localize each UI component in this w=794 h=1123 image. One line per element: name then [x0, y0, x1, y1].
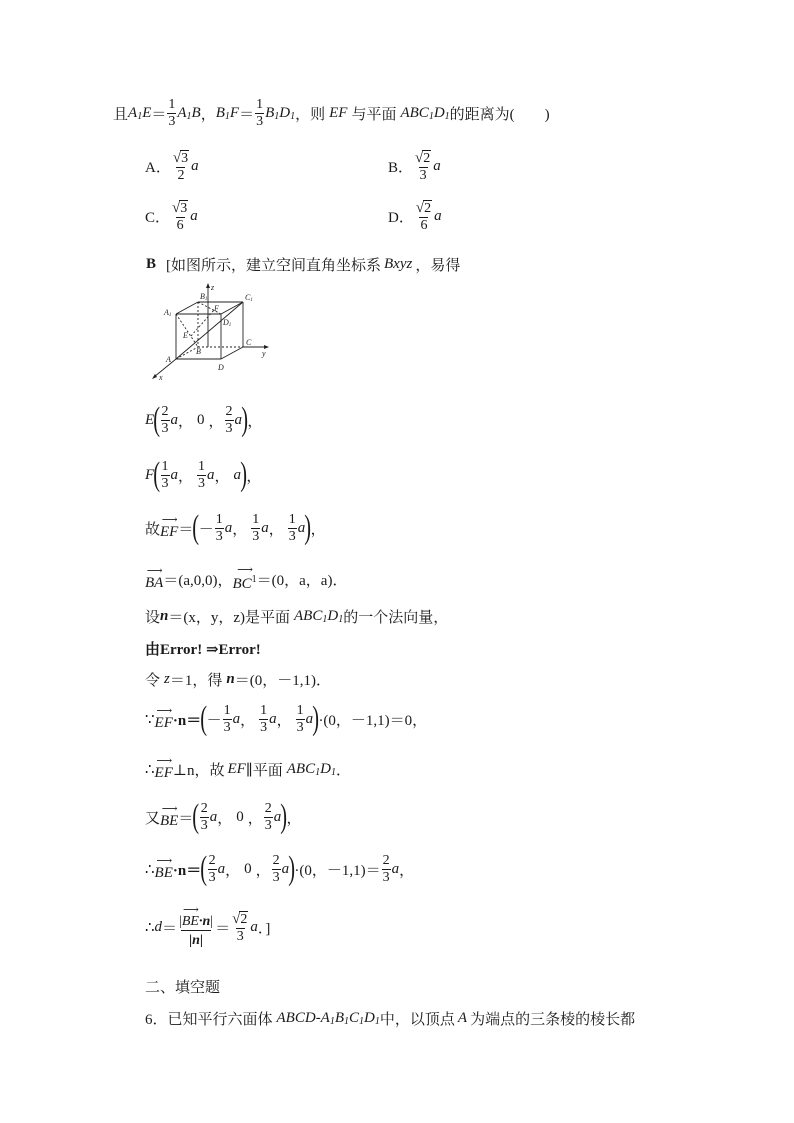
dot-product-be-n: ∴ ⟶ BE ·n＝ ( $\frac{2}{3}$ a ， 0 ， $\frac{2}{3}$ a ) ·(0，－1,1)＝ $\frac{2}{3}$ a ， — [145, 850, 415, 887]
cube-figure — [148, 282, 278, 382]
label-e: E — [183, 331, 188, 340]
distance-fraction: | ⟶ BE ·n | |n| — [179, 904, 214, 948]
option-d[interactable]: D． √ 2 6 a — [388, 200, 442, 233]
distance-line: ∴ d ＝ | ⟶ BE ·n | |n| ＝ √ 2 3 a ．] — [145, 904, 271, 948]
let-z-line: 令 z ＝1，得 n ＝(0，－1,1)． — [145, 671, 331, 689]
fraction-one-third-2: $\frac{1}{3}$ — [256, 97, 264, 129]
section-title: 二、填空题 — [145, 980, 221, 996]
problem-stem: 且 $A_1E$ ＝ $\frac{1}{3}$ $A_1B$ ， $B_1F$ ＝ $\frac{1}{3}$ $B_1D_1$ ，则 EF 与平面 $ABC_1D_1$ 的距离为( ) — [113, 97, 550, 129]
seg-b1d1: $B_1D_1$ — [265, 105, 296, 122]
plane-abc1d1: $ABC_1D_1$ — [400, 105, 450, 122]
label-y: y — [262, 349, 266, 358]
coord-e: E ( $\frac{2}{3}$ a ， 0 ， $\frac{2}{3}$ a ) ， — [145, 401, 263, 438]
plane-abc1d1-3: $ABC_1D_1$ — [286, 760, 336, 778]
label-c1: C1 — [245, 293, 253, 303]
coord-f: F ( $\frac{1}{3}$ a ， $\frac{1}{3}$ a ， a ) ， — [145, 456, 262, 493]
seg-a1b: $A_1B$ — [177, 105, 201, 122]
option-a[interactable]: A． √ 3 2 a — [145, 150, 199, 183]
label-b: B — [196, 347, 201, 356]
normal-vector-line: 设 n ＝(x，y，z)是平面 $ABC_1D_1$ 的一个法向量， — [145, 608, 449, 626]
label-z: z — [211, 283, 215, 292]
answer-line: B [如图所示，建立空间直角坐标系 Bxyz ，易得 — [146, 256, 461, 274]
x-axis — [154, 359, 176, 377]
error-line: 由Error! ⇒Error! — [145, 642, 261, 658]
label-x: x — [159, 373, 163, 382]
label-c: C — [246, 338, 252, 347]
option-c[interactable]: C． √ 3 6 a — [145, 200, 198, 233]
label-b1: B1 — [200, 292, 208, 302]
dot-product-ef-n: ∵ ⟶ EF ·n＝ ( － $\frac{1}{3}$ a ， $\frac{1}{3}$ a ， $\frac{1}{3}$ a ) ·(0，－1,1)＝0， — [145, 700, 428, 737]
vector-ef: 故 ⟶ EF ＝ ( － $\frac{1}{3}$ a ， $\frac{1}{3}$ a ， $\frac{1}{3}$ a ) ， — [145, 509, 326, 546]
label-f: F — [214, 304, 219, 313]
label-a: A — [166, 355, 171, 364]
perpendicular-line: ∴ ⟶ EF ⊥n，故 EF ∥平面 $ABC_1D_1$ ． — [145, 755, 351, 781]
answer-letter: B — [146, 256, 157, 272]
option-b[interactable]: B． √ 2 3 a — [388, 150, 441, 183]
vectors-ba-bc1: ⟶ BA ＝(a,0,0)， ⟶ $BC^1$ ＝(0，a，a)． — [145, 564, 348, 592]
label-d: D — [218, 363, 224, 372]
seg-a1e: $A_1E$ — [128, 105, 152, 122]
label-a1: A1 — [164, 308, 172, 318]
plane-abc1d1-2: $ABC_1D_1$ — [294, 608, 344, 625]
label-d1: D1 — [223, 318, 232, 328]
vector-be: 又 ⟶ BE ＝ ( $\frac{2}{3}$ a ， 0 ， $\frac{2}{3}$ a ) ， — [145, 798, 302, 835]
question-6: 6．已知平行六面体 ABCD $-A_1B_1C_1D_1$ 中，以顶点 A 为端点的三条棱的棱长都 — [145, 1010, 636, 1028]
seg-b1f: $B_1F$ — [215, 105, 240, 122]
fraction-one-third: $\frac{1}{3}$ — [168, 97, 176, 129]
seg-ef: EF — [329, 105, 348, 121]
